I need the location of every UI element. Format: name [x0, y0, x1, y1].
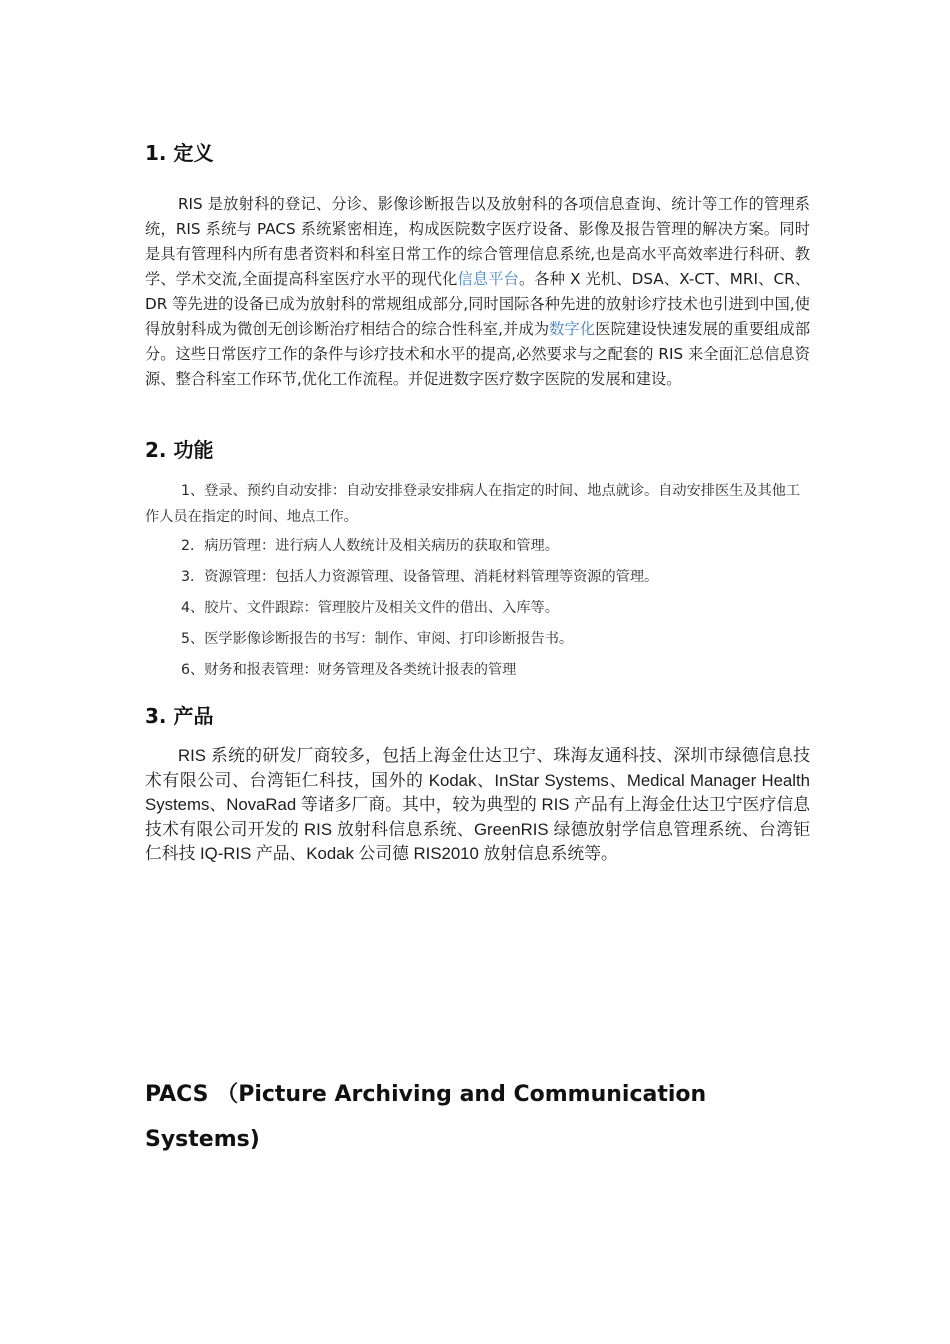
section-heading-products: 3. 产品	[145, 704, 214, 728]
pacs-title-line-2: Systems)	[145, 1127, 260, 1152]
products-paragraph: RIS 系统的研发厂商较多，包括上海金仕达卫宁、珠海友通科技、深圳市绿德信息技术有限公司、台湾钜仁科技，国外的 Kodak、InStar Systems、Medical Manager Health Systems、NovaRad 等诸多厂商。其中，较为典型的 RIS 产品有上海金仕达卫宁医疗信息技术有限公司开发的 RIS 放射科信息系统、GreenRIS 绿德放射学信息管理系统、台湾钜仁科技 IQ-RIS 产品、Kodak 公司德 RIS2010 放射信息系统等。	[145, 746, 810, 863]
digitalization-link[interactable]: 数字化	[549, 320, 596, 338]
function-item: 6、财务和报表管理：财务管理及各类统计报表的管理	[181, 662, 517, 678]
function-item: 5、医学影像诊断报告的书写：制作、审阅、打印诊断报告书。	[181, 631, 574, 647]
definition-text-1: RIS 是放射科的登记、分诊、影像诊断报告以及放射科的各项信息查询、统计等工作的管理系统，RIS 系统与 PACS 系统紧密相连，构成医院数字医疗设备、影像及报告管理的解决方案。同时是具有管理科内所有患者资料和科室日常工作的综合管理信息系统,也是高水平高效率进行科研、教学、学术交流,全面提高科室医疗水平的现代化	[145, 195, 810, 288]
definition-paragraph	[145, 192, 810, 392]
definition-text-2: 。各种 X 光机、DSA、X-CT、MRI、CR、DR 等先进的设备已成为放射科的常规组成部分,同时国际各种先进的放射诊疗技术也引进到中国,使得放射科成为微创无创诊断治疗相结合的综合性科室,并成为	[145, 270, 811, 338]
definition-text-3: 医院建设快速发展的重要组成部分。这些日常医疗工作的条件与诊疗技术和水平的提高,必然要求与之配套的 RIS 来全面汇总信息资源、整合科室工作环节,优化工作流程。并促进数字医疗数字医院的发展和建设。	[145, 320, 811, 388]
pacs-title-line-1: PACS （Picture Archiving and Communication	[145, 1082, 707, 1107]
section-heading-definition: 1. 定义	[145, 141, 214, 165]
info-platform-link[interactable]: 信息平台	[457, 270, 519, 288]
section-heading-functions: 2. 功能	[145, 438, 214, 462]
function-item: 1、登录、预约自动安排：自动安排登录安排病人在指定的时间、地点就诊。自动安排医生及其他工作人员在指定的时间、地点工作。	[145, 483, 801, 525]
function-item: 4、胶片、文件跟踪：管理胶片及相关文件的借出、入库等。	[181, 600, 559, 616]
function-item: 3．资源管理：包括人力资源管理、设备管理、消耗材料管理等资源的管理。	[181, 569, 659, 585]
function-item: 2．病历管理：进行病人人数统计及相关病历的获取和管理。	[181, 538, 559, 554]
